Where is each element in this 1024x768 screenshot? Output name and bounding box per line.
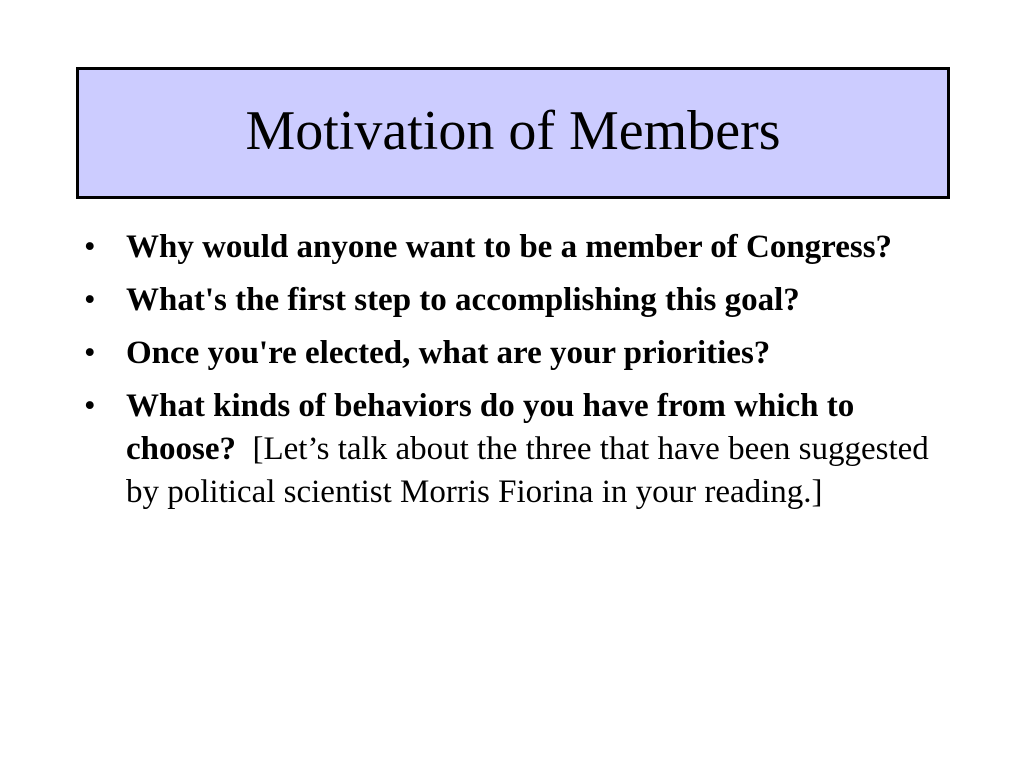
bullet-text-note: [Let’s talk about the three that have been suggested by political scientist Morris Fiorina in your reading.]: [126, 431, 929, 510]
bullet-text-bold: Once you're elected, what are your priorities?: [126, 335, 771, 371]
bullet-item-1: [84, 226, 934, 269]
bullet-icon: •: [84, 335, 96, 371]
bullet-text-bold: Why would anyone want to be a member of Congress?: [126, 229, 893, 265]
bullet-item-2: [84, 279, 934, 322]
bullet-icon: •: [84, 229, 96, 265]
slide-title: Motivation of Members: [245, 100, 781, 162]
bullet-text-bold: What's the first step to accomplishing this goal?: [126, 282, 800, 318]
bullet-list: [84, 226, 934, 524]
bullet-icon: •: [84, 282, 96, 318]
title-box: [76, 67, 950, 199]
bullet-item-4: [84, 385, 934, 514]
bullet-item-3: [84, 332, 934, 375]
bullet-text-bold: What kinds of behaviors do you have from which to choose?: [126, 388, 855, 467]
bullet-icon: •: [84, 388, 96, 424]
